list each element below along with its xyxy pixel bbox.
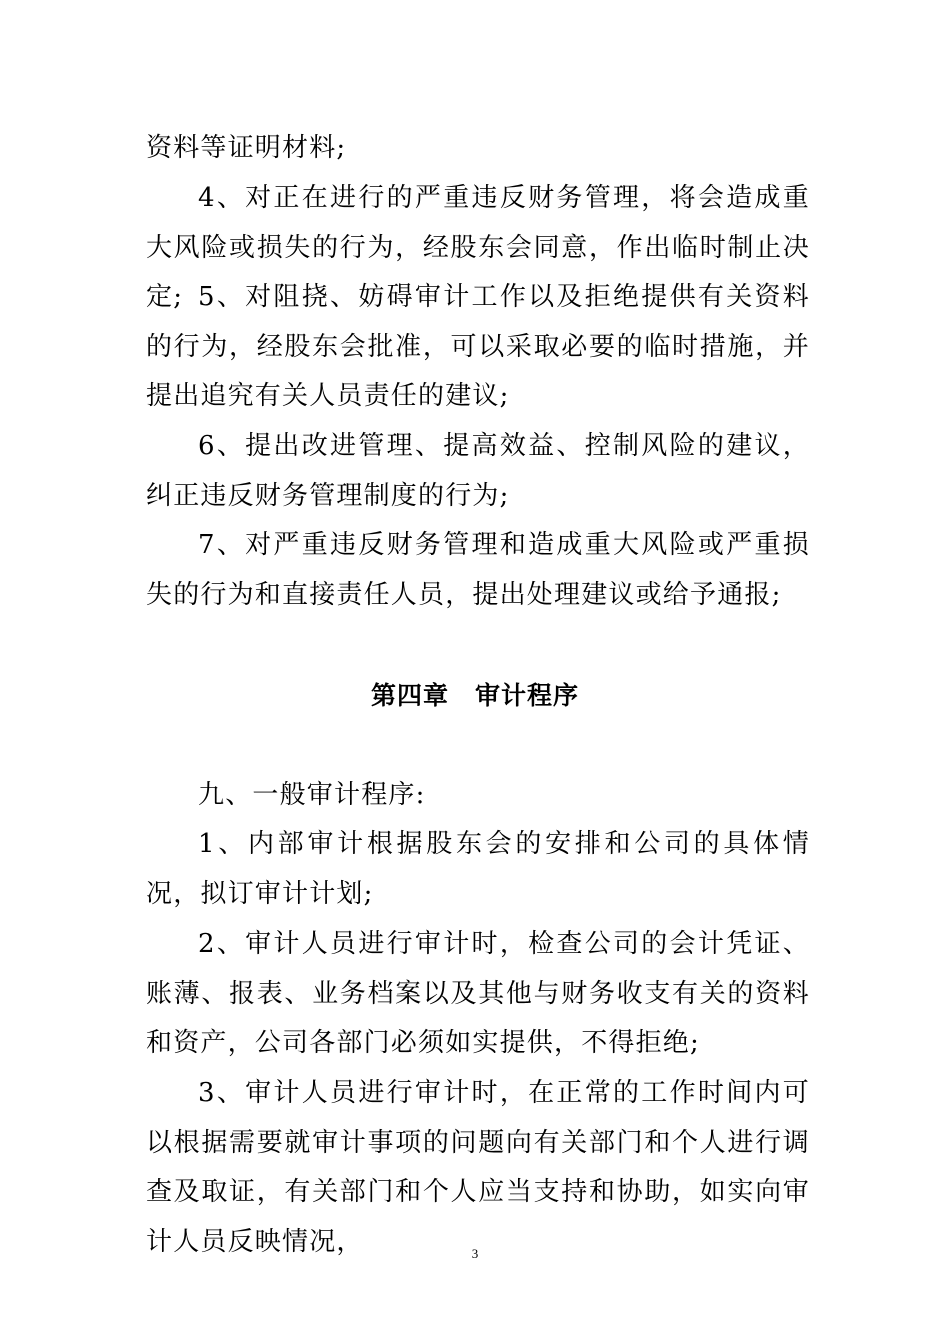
paragraph-item-4: 4、对正在进行的严重违反财务管理，将会造成重大风险或损失的行为，经股东会同意，作出临时制止决定; [146, 183, 810, 313]
paragraph-item-7: 7、对严重违反财务管理和造成重大风险或严重损失的行为和直接责任人员，提出处理建议或给予通报; [146, 530, 810, 610]
paragraph-continuation: 资料等证明材料; [146, 133, 347, 163]
section-heading-9: 九、一般审计程序: [198, 780, 426, 810]
paragraph-item-6: 6、提出改进管理、提高效益、控制风险的建议，纠正违反财务管理制度的行为; [146, 431, 810, 511]
paragraph-step-3: 3、审计人员进行审计时，在正常的工作时间内可以根据需要就审计事项的问题向有关部门和个人进行调查及取证，有关部门和个人应当支持和协助，如实向审计人员反映情况， [146, 1078, 810, 1258]
paragraph-step-1: 1、内部审计根据股东会的安排和公司的具体情况，拟订审计计划; [146, 829, 810, 909]
paragraph-item-5: 5、对阻挠、妨碍审计工作以及拒绝提供有关资料的行为，经股东会批准，可以采取必要的临时措施，并提出追究有关人员责任的建议; [146, 282, 810, 412]
page-number: 3 [471, 1246, 479, 1261]
chapter-title: 第四章 审计程序 [370, 681, 579, 710]
paragraph-step-2: 2、审计人员进行审计时，检查公司的会计凭证、账薄、报表、业务档案以及其他与财务收支有关的资料和资产，公司各部门必须如实提供，不得拒绝; [146, 929, 810, 1059]
